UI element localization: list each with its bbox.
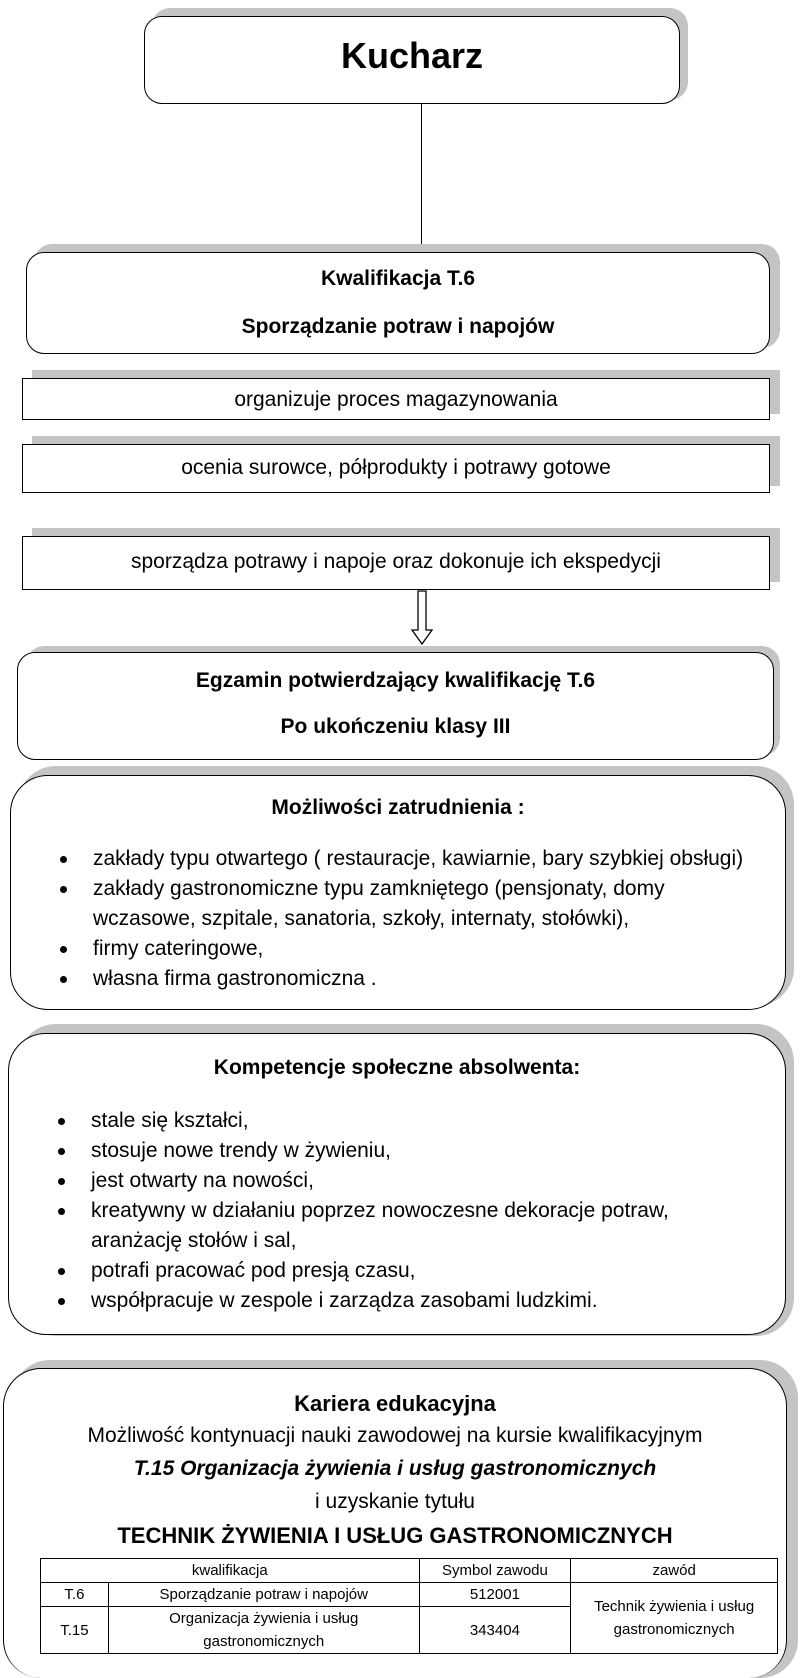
qualification-name: Sporządzanie potraw i napojów xyxy=(241,315,555,338)
table-cell-code: T.6 xyxy=(41,1583,109,1607)
exam-timing: Po ukończeniu klasy III xyxy=(280,715,511,738)
task-box-3 xyxy=(22,536,770,590)
hollow-down-arrow-icon xyxy=(410,590,434,646)
exam-title: Egzamin potwierdzający kwalifikację T.6 xyxy=(195,669,596,692)
title-box xyxy=(144,16,680,104)
table-header-kwalifikacja: kwalifikacja xyxy=(41,1559,420,1583)
connector-line xyxy=(421,104,422,252)
exam-box xyxy=(17,652,774,760)
table-cell-code: T.15 xyxy=(41,1607,109,1654)
competence-item: stosuje nowe trendy w żywieniu, xyxy=(55,1136,735,1166)
table-cell-symbol: 512001 xyxy=(419,1583,571,1607)
competence-item: jest otwarty na nowości, xyxy=(55,1166,735,1196)
table-cell-name: Organizacja żywienia i usług gastronomicznych xyxy=(108,1607,419,1654)
page-title: Kucharz xyxy=(340,35,484,76)
employment-list xyxy=(57,844,757,994)
career-intro: Możliwość kontynuacji nauki zawodowej na kursie kwalifikacyjnym xyxy=(87,1424,703,1447)
employment-item: firmy cateringowe, xyxy=(57,934,757,964)
task-text-3: sporządza potrawy i napoje oraz dokonuje ich ekspedycji xyxy=(131,550,661,573)
employment-item: zakłady gastronomiczne typu zamkniętego (pensjonaty, domy wczasowe, szpitale, sanatoria, szkoły, internaty, stołówki), xyxy=(57,874,757,934)
task-text-2: ocenia surowce, półprodukty i potrawy gotowe xyxy=(181,456,611,479)
table-header-symbol: Symbol zawodu xyxy=(419,1559,571,1583)
employment-item: własna firma gastronomiczna . xyxy=(57,964,757,994)
career-course: T.15 Organizacja żywienia i usług gastronomicznych xyxy=(133,1457,657,1480)
table-cell-name: Sporządzanie potraw i napojów xyxy=(108,1583,419,1607)
competences-box xyxy=(8,1033,786,1335)
table-header-zawod: zawód xyxy=(571,1559,778,1583)
career-box xyxy=(3,1368,787,1678)
table-row xyxy=(41,1583,778,1607)
task-box-2 xyxy=(22,444,770,493)
employment-item: zakłady typu otwartego ( restauracje, kawiarnie, bary szybkiej obsługi) xyxy=(57,844,757,874)
career-degree: TECHNIK ŻYWIENIA I USŁUG GASTRONOMICZNYCH xyxy=(117,1523,673,1548)
competences-list xyxy=(55,1106,735,1316)
employment-title: Możliwości zatrudnienia : xyxy=(271,796,525,819)
qualification-table xyxy=(40,1558,778,1654)
task-box-1 xyxy=(22,378,770,420)
qualification-box xyxy=(26,252,770,354)
competence-item: stale się kształci, xyxy=(55,1106,735,1136)
table-cell-profession: Technik żywienia i usług gastronomicznych xyxy=(571,1583,778,1654)
table-cell-symbol: 343404 xyxy=(419,1607,571,1654)
career-title-intro: i uzyskanie tytułu xyxy=(315,1490,475,1513)
competence-item: kreatywny w działaniu poprzez nowoczesne dekoracje potraw, aranżację stołów i sal, xyxy=(55,1196,735,1256)
competence-item: potrafi pracować pod presją czasu, xyxy=(55,1256,735,1286)
competences-title: Kompetencje społeczne absolwenta: xyxy=(213,1056,581,1079)
task-text-1: organizuje proces magazynowania xyxy=(234,388,558,411)
competence-item: współpracuje w zespole i zarządza zasobami ludzkimi. xyxy=(55,1286,735,1316)
employment-box xyxy=(10,775,786,1010)
table-header-row xyxy=(41,1559,778,1583)
qualification-code: Kwalifikacja T.6 xyxy=(320,267,476,290)
career-title: Kariera edukacyjna xyxy=(294,1391,496,1416)
